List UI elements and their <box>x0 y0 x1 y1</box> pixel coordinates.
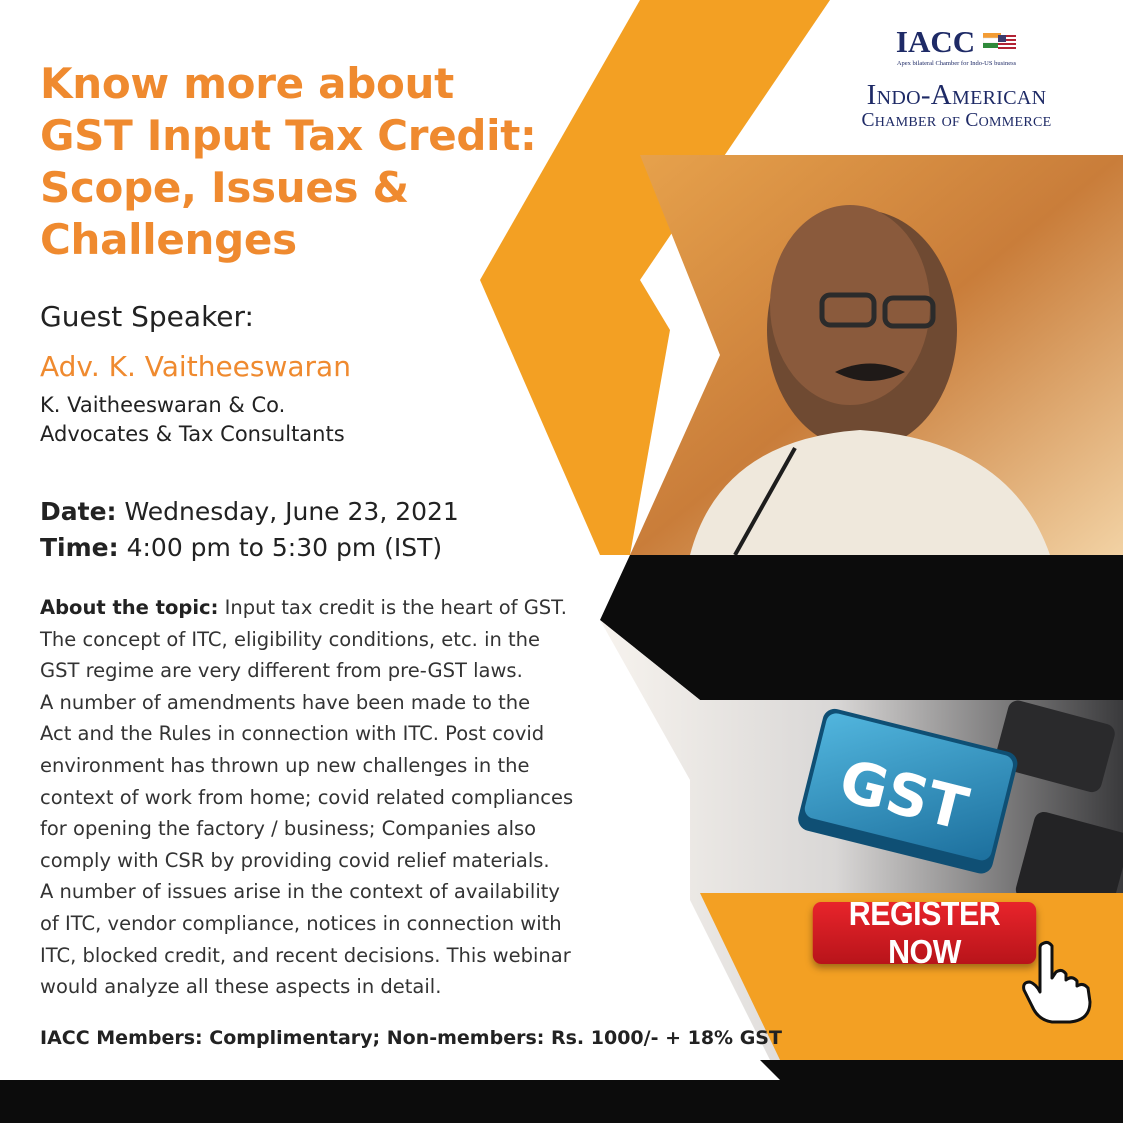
about-line: of ITC, vendor compliance, notices in connection with <box>40 911 562 935</box>
speaker-name: Adv. K. Vaitheeswaran <box>40 350 351 383</box>
bottom-black-band <box>0 1080 1123 1123</box>
time-value: 4:00 pm to 5:30 pm (IST) <box>126 533 443 562</box>
pointer-hand-icon <box>1018 938 1098 1024</box>
register-now-button[interactable]: REGISTER NOW <box>813 902 1037 964</box>
title-line: Challenges <box>40 215 297 264</box>
logo-line-2-text: Chamber of Commerce <box>861 110 1052 131</box>
date-value: Wednesday, June 23, 2021 <box>124 497 459 526</box>
logo-line-1 <box>834 79 1079 112</box>
about-label: About the topic: <box>40 596 219 619</box>
pricing-info: IACC Members: Complimentary; Non-members: Rs. 1000/- + 18% GST <box>40 1027 782 1049</box>
iacc-logo <box>834 24 1079 132</box>
about-line: GST regime are very different from pre-GST laws. <box>40 659 523 683</box>
logo-acronym-row <box>896 24 1017 60</box>
about-line <box>40 592 640 624</box>
flags-icon <box>983 31 1017 53</box>
event-date <box>40 494 459 530</box>
logo-line-2 <box>834 110 1079 132</box>
gst-key-label: GST <box>833 746 975 844</box>
about-line: A number of amendments have been made to the <box>40 690 531 714</box>
black-band <box>600 555 1123 700</box>
about-line: for opening the factory / business; Companies also <box>40 817 537 841</box>
about-text: Input tax credit is the heart of GST. <box>218 596 567 619</box>
date-label: Date: <box>40 497 117 526</box>
about-line: would analyze all these aspects in detail. <box>40 975 442 999</box>
bottom-black-wedge <box>760 1060 1123 1080</box>
speaker-role: Advocates & Tax Consultants <box>40 422 345 446</box>
speaker-firm: K. Vaitheeswaran & Co. <box>40 393 286 417</box>
time-label: Time: <box>40 533 119 562</box>
event-title <box>40 58 560 266</box>
event-time <box>40 530 459 566</box>
about-line: context of work from home; covid related compliances <box>40 785 574 809</box>
about-line: environment has thrown up new challenges in the <box>40 753 530 777</box>
about-line: comply with CSR by providing covid relief materials. <box>40 848 550 872</box>
event-schedule <box>40 494 459 566</box>
logo-line-1-text: Indo-American <box>866 79 1047 111</box>
title-line: Scope, Issues & <box>40 163 409 212</box>
orange-chevron-lower <box>480 280 670 555</box>
title-line: Know more about <box>40 59 454 108</box>
title-line: GST Input Tax Credit: <box>40 111 537 160</box>
speaker-affiliation <box>40 391 345 449</box>
about-topic <box>40 592 640 1003</box>
logo-tagline: Apex bilateral Chamber for Indo-US business <box>896 60 1017 67</box>
about-line: The concept of ITC, eligibility conditions, etc. in the <box>40 627 541 651</box>
about-line: A number of issues arise in the context of availability <box>40 880 560 904</box>
guest-speaker-label: Guest Speaker: <box>40 300 254 333</box>
about-line: ITC, blocked credit, and recent decisions. This webinar <box>40 943 571 967</box>
about-line: Act and the Rules in connection with ITC. Post covid <box>40 722 545 746</box>
logo-acronym: IACC <box>895 24 976 59</box>
